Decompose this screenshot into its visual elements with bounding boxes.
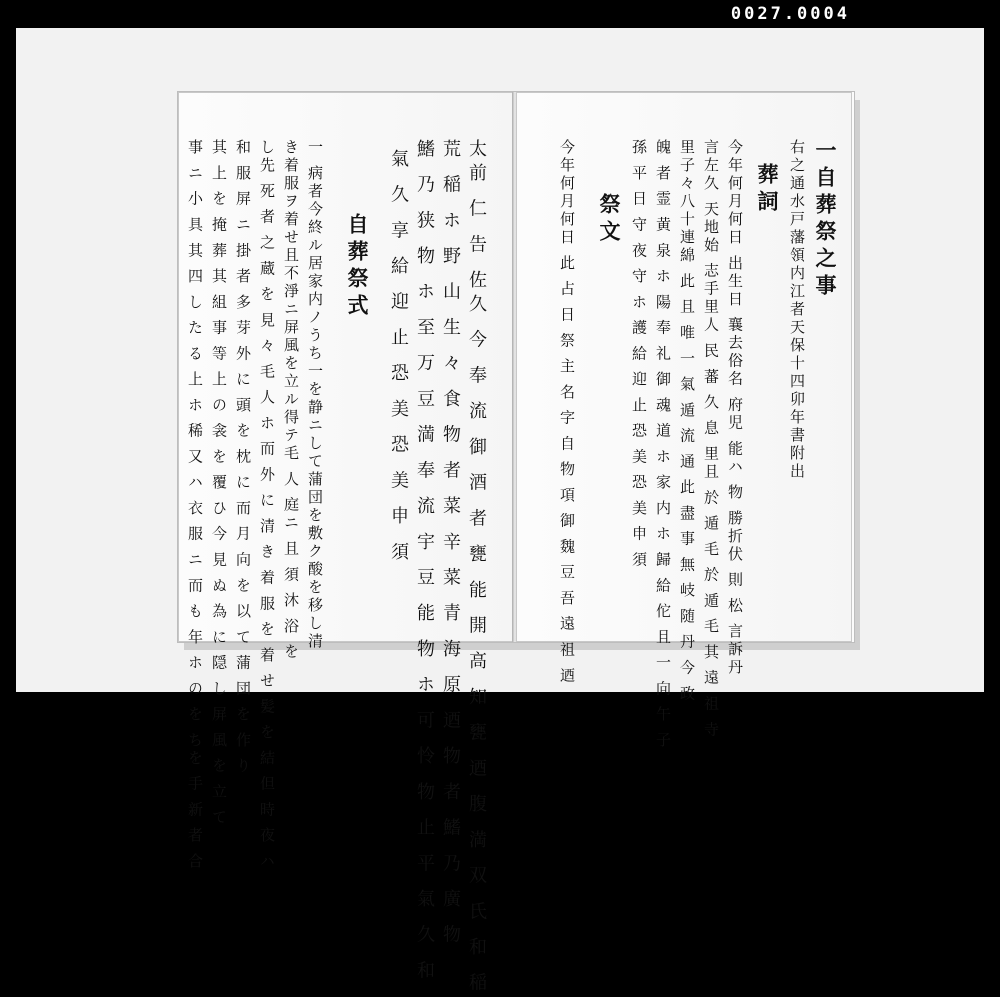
left-page (178, 92, 514, 997)
right-heading-burial-matters: 一自葬祭之事 (813, 139, 838, 301)
right-heading-funeral-words: 葬詞 (755, 163, 780, 217)
left-column-8: し先 死 者 之 蔵 を 見 々 毛 人 ホ 而 外 に 清 き 着 服 を 着 せ 髪 を 結 但 時 夜 ハ (258, 139, 276, 871)
right-column-4: 今年何月何日 出生日 襄去俗名 府児 能ハ 物 勝折伏 則 松 言訴丹 (726, 139, 744, 677)
left-column-3: 鰭 乃 狭 物 ホ 至 万 豆 満 奉 流 宇 豆 能 物 ホ 可 怜 物 止 平 氣 久 和 (414, 139, 435, 985)
right-column-10: 今年何月何日 此 占 日 祭 主 名 字 自 物 項 御 魏 豆 吾 遠 祖 迺 (558, 139, 576, 686)
left-column-10: 其 上 を 掩 葬 其 組 事 等 上 の 衾 を 覆 ひ 今 見 ぬ 為 に 隠 し 屏 風 を 立 て (210, 139, 228, 827)
left-column-1: 太前 仁 告 佐久 今 奉 流 御 酒 者 甕 能 開 高 知 甕 迺 腹 満 双 氏 和 稲 (466, 139, 487, 997)
left-column-11: 事 ニ 小 具 其 四 し た る 上 ホ 稀 又 ハ 衣 服 ニ 而 も 年 ホ の を ちを 手 新 者 合 (186, 139, 204, 871)
open-book (178, 92, 854, 997)
left-column-4: 氣 久 享 給 迎 止 恐 美 恐 美 申 須 (388, 149, 409, 566)
right-column-2: 右之通水戸藩領内江者天保十四卯年書附出 (788, 139, 806, 481)
right-column-6: 里子々八十連綿 此 且 唯 一 氣 遁 流 通 此 盡 事 無 岐 随 丹 今 政 (678, 139, 696, 704)
right-column-5: 言左久 天地始 志手里人 民 蕃 久 息 里且 於 遁 毛 於 遁 毛 其 遠 祖 寺 (702, 139, 720, 740)
right-page (516, 92, 852, 750)
right-heading-prayer: 祭文 (597, 193, 622, 247)
left-column-2: 荒 稲 ホ 野 山 生 々 食 物 者 菜 辛 菜 青 海 原 迺 物 者 鰭 乃 廣 物 (440, 139, 461, 949)
frame-number-label: 0027.0004 (730, 4, 850, 24)
left-column-9: 和 服 屏 ニ 掛 者 多 芽 外 に 頭 を 枕 に 而 月 向 を 以 て 蒲 団 を 作 り (234, 139, 252, 776)
left-heading-burial-rite: 自葬祭式 (345, 213, 370, 321)
left-column-7: き着服ヲ着せ且不淨ニ屏風を立ル得テ毛 人 庭ニ 且 須 沐 浴 を (282, 139, 300, 662)
right-column-8: 孫 平 日 守 夜 守 ホ 護 給 迎 止 恐 美 恐 美 申 須 (630, 139, 648, 570)
left-column-6: 一 病者今終ル居家内ノうち一を静ニして蒲団を敷ク酸を移し清 (306, 139, 324, 651)
right-column-7: 魄 者 霊 黄 泉 ホ 陽 奉 礼 御 魂 道 ホ 家 内 ホ 歸 給 佗 且 一 向 午 子 (654, 139, 672, 750)
